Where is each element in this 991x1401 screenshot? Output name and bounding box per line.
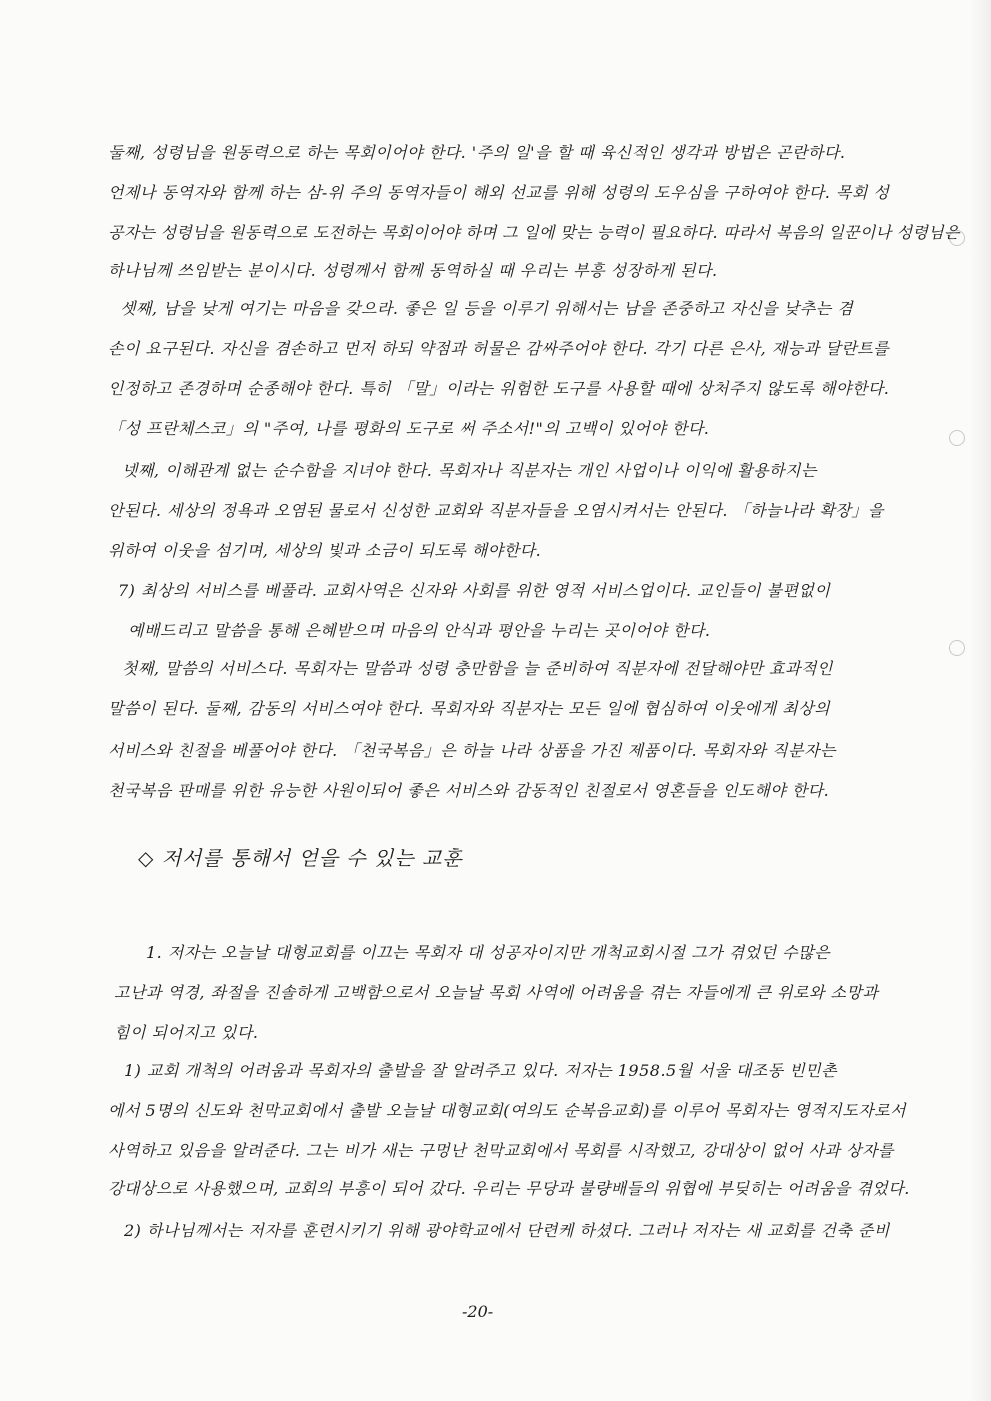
binding-edge xyxy=(969,0,991,1401)
text-line: 둘째, 성령님을 원동력으로 하는 목회이어야 한다. '주의 일'을 할 때 육신적인 생각과 방법은 곤란하다. xyxy=(108,143,846,162)
text-line: 천국복음 판매를 위한 유능한 사원이되어 좋은 서비스와 감동적인 친절로서 영혼들을 인도해야 한다. xyxy=(108,781,830,800)
text-line: 에서 5명의 신도와 천막교회에서 출발 오늘날 대형교회(여의도 순복음교회)를 이루어 목회자는 영적지도자로서 xyxy=(108,1101,907,1120)
punch-hole xyxy=(949,640,965,656)
text-line: 예배드리고 말씀을 통해 은혜받으며 마음의 안식과 평안을 누리는 곳이어야 한다. xyxy=(128,621,711,640)
section-heading: ◇ 저서를 통해서 얻을 수 있는 교훈 xyxy=(138,846,463,870)
text-line: 안된다. 세상의 정욕과 오염된 물로서 신성한 교회와 직분자들을 오염시켜서는 안된다. 「하늘나라 확장」을 xyxy=(108,501,884,520)
text-line: 손이 요구된다. 자신을 겸손하고 먼저 하되 약점과 허물은 감싸주어야 한다. 각기 다른 은사, 재능과 달란트를 xyxy=(108,339,890,358)
text-line: 말씀이 된다. 둘째, 감동의 서비스여야 한다. 목회자와 직분자는 모든 일에 협심하여 이웃에게 최상의 xyxy=(108,699,831,718)
text-line: 셋째, 남을 낮게 여기는 마음을 갖으라. 좋은 일 등을 이루기 위해서는 남을 존중하고 자신을 낮추는 겸 xyxy=(120,299,854,318)
text-line: 첫째, 말씀의 서비스다. 목회자는 말씀과 성령 충만함을 늘 준비하여 직분자에 전달해야만 효과적인 xyxy=(122,659,833,678)
punch-hole xyxy=(949,430,965,446)
text-line: 인정하고 존경하며 순종해야 한다. 특히 「말」이라는 위험한 도구를 사용할 때에 상처주지 않도록 해야한다. xyxy=(108,379,890,398)
text-line: 강대상으로 사용했으며, 교회의 부흥이 되어 갔다. 우리는 무당과 불량배들의 위협에 부딪히는 어려움을 겪었다. xyxy=(108,1179,910,1198)
text-line: 고난과 역경, 좌절을 진솔하게 고백함으로서 오늘날 목회 사역에 어려움을 겪는 자들에게 큰 위로와 소망과 xyxy=(114,983,879,1002)
text-line: 하나님께 쓰임받는 분이시다. 성령께서 함께 동역하실 때 우리는 부흥 성장하게 된다. xyxy=(108,261,718,280)
text-line: 1) 교회 개척의 어려움과 목회자의 출발을 잘 알려주고 있다. 저자는 1958.5월 서울 대조동 빈민촌 xyxy=(124,1061,838,1080)
text-line: 힘이 되어지고 있다. xyxy=(114,1023,259,1042)
text-line: 언제나 동역자와 함께 하는 삼-위 주의 동역자들이 해외 선교를 위해 성령의 도우심을 구하여야 한다. 목회 성 xyxy=(108,183,890,202)
text-line: 7) 최상의 서비스를 베풀라. 교회사역은 신자와 사회를 위한 영적 서비스업이다. 교인들이 불편없이 xyxy=(118,581,831,600)
text-line: 공자는 성령님을 원동력으로 도전하는 목회이어야 하며 그 일에 맞는 능력이 필요하다. 따라서 복음의 일꾼이나 성령님은 xyxy=(108,223,960,242)
text-line: 1. 저자는 오늘날 대형교회를 이끄는 목회자 대 성공자이지만 개척교회시절 그가 겪었던 수많은 xyxy=(146,943,831,962)
text-line: 사역하고 있음을 알려준다. 그는 비가 새는 구멍난 천막교회에서 목회를 시작했고, 강대상이 없어 사과 상자를 xyxy=(108,1141,894,1160)
page-number: -20- xyxy=(462,1302,494,1321)
text-line: 위하여 이웃을 섬기며, 세상의 빛과 소금이 되도록 해야한다. xyxy=(108,541,542,560)
text-line: 「성 프란체스코」의 "주여, 나를 평화의 도구로 써 주소서!"의 고백이 있어야 한다. xyxy=(108,419,710,438)
text-line: 서비스와 친절을 베풀어야 한다. 「천국복음」은 하늘 나라 상품을 가진 제품이다. 목회자와 직분자는 xyxy=(108,741,836,760)
text-line: 넷째, 이해관계 없는 순수함을 지녀야 한다. 목회자나 직분자는 개인 사업이나 이익에 활용하지는 xyxy=(122,461,817,480)
text-line: 2) 하나님께서는 저자를 훈련시키기 위해 광야학교에서 단련케 하셨다. 그러나 저자는 새 교회를 건축 준비 xyxy=(124,1221,890,1240)
